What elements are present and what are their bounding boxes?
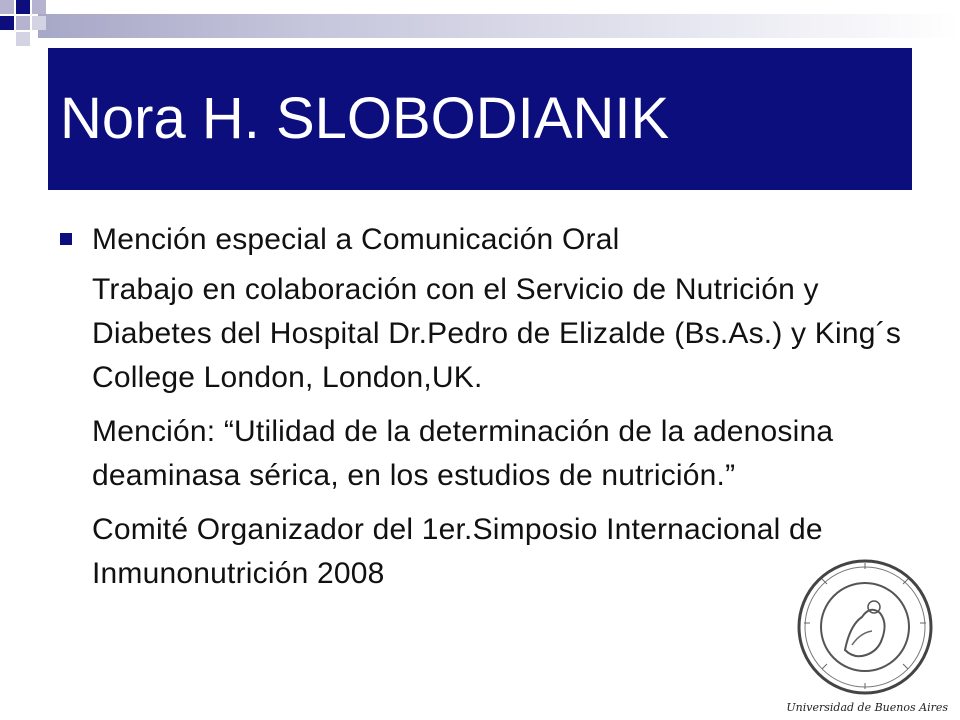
bullet-item	[92, 218, 912, 262]
paragraph-mention: Mención: “Utilidad de la determinación de la adenosina deaminasa sérica, en los estudios de nutrición.”	[92, 415, 834, 492]
paragraph-committee: Comité Organizador del 1er.Simposio Internacional de Inmunonutrición 2008	[92, 513, 823, 590]
paragraph-collaboration: Trabajo en colaboración con el Servicio de Nutrición y Diabetes del Hospital Dr.Pedro de Elizalde (Bs.As.) y King´s College London, London,UK.	[92, 273, 902, 394]
bullet-text: Mención especial a Comunicación Oral	[92, 223, 620, 256]
slide-content	[92, 218, 912, 606]
university-seal-icon	[790, 555, 940, 700]
square-bullet-icon	[60, 233, 72, 245]
institution-caption: Universidad de Buenos Aires	[786, 701, 948, 714]
slide-title: Nora H. SLOBODIANIK	[60, 86, 670, 151]
